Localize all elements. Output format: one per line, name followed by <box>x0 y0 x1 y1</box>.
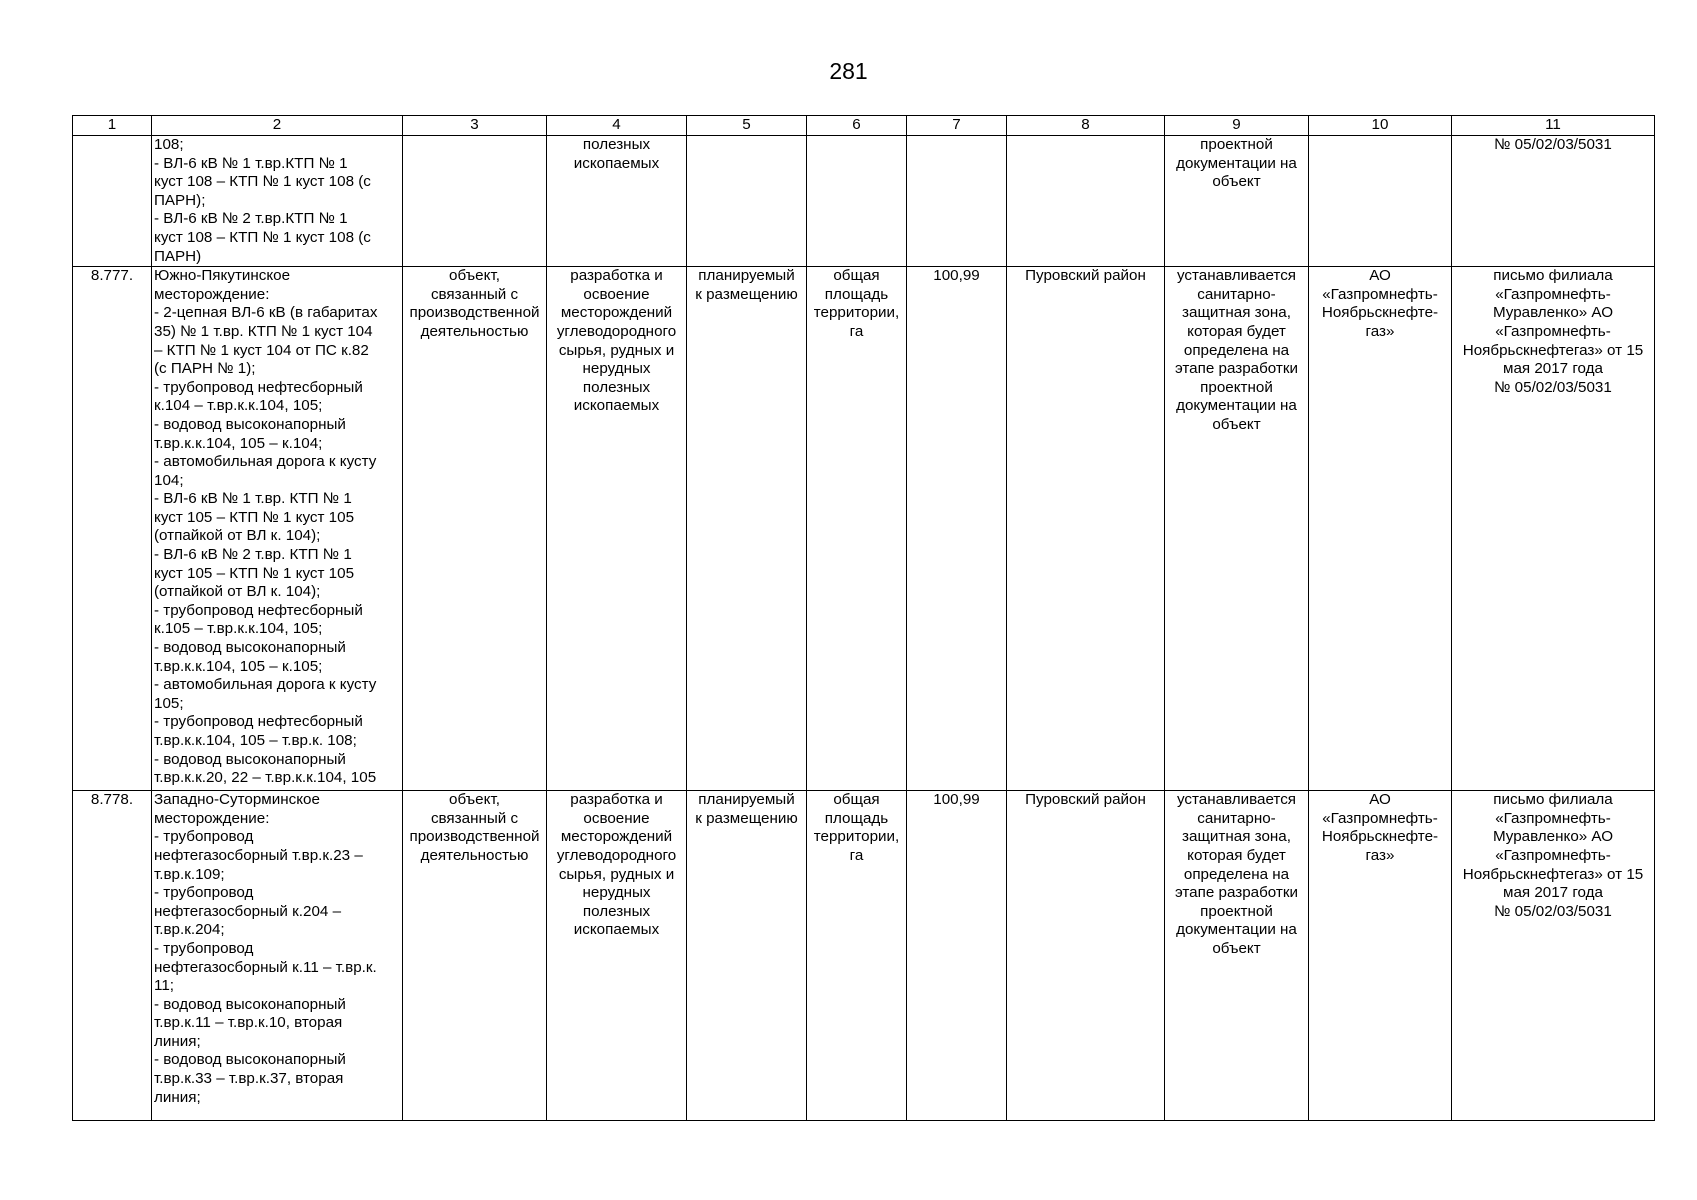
header-row <box>73 116 1655 136</box>
cell-line: к.105 – т.вр.к.к.104, 105; <box>154 620 323 638</box>
cell-zone <box>1165 136 1309 267</box>
cell-line: нерудных <box>582 884 651 902</box>
column-header: 11 <box>1452 116 1655 136</box>
cell-basis <box>1452 267 1655 791</box>
cell-line: - трубопровод нефтесборный <box>154 713 363 731</box>
cell-line: полезных <box>582 378 651 396</box>
cell-line: - водовод высоконапорный <box>154 995 346 1013</box>
cell-line: объект, <box>449 267 500 285</box>
cell-line: (отпайкой от ВЛ к. 104); <box>154 527 321 545</box>
cell-line: определена на <box>1183 865 1290 883</box>
cell-line: куст 108 – КТП № 1 куст 108 (с <box>154 173 371 191</box>
cell-line: защитная зона, <box>1182 828 1291 846</box>
cell-purpose <box>547 791 687 1121</box>
cell-line: т.вр.к.к.104, 105 – т.вр.к. 108; <box>154 732 357 749</box>
cell-line: «Газпромнефть- <box>1495 285 1611 303</box>
cell-line: документации на <box>1176 921 1297 939</box>
column-header: 5 <box>687 116 807 136</box>
cell-line: т.вр.к.к.20, 22 – т.вр.к.к.104, 105 <box>154 769 377 787</box>
cell-object <box>152 136 403 267</box>
cell-basis <box>1452 136 1655 267</box>
cell-line: «Газпромнефть- <box>1495 846 1611 864</box>
cell-line: ископаемых <box>573 154 660 172</box>
cell-line: - трубопровод <box>154 828 254 846</box>
cell-line: куст 108 – КТП № 1 куст 108 (с <box>154 228 371 246</box>
cell-line: полезных <box>582 902 651 920</box>
cell-line: месторождений <box>560 828 673 846</box>
cell-line: общая <box>833 791 880 809</box>
cell-zone <box>1165 267 1309 791</box>
cell-status <box>687 791 807 1121</box>
cell-organization <box>1309 136 1452 267</box>
cell-line: «Газпромнефть- <box>1495 809 1611 827</box>
cell-line: - автомобильная дорога к кусту <box>154 453 377 471</box>
cell-district: Пуровский район <box>1007 267 1165 791</box>
document-table <box>72 115 1655 1121</box>
cell-line: объект <box>1212 173 1261 191</box>
cell-line: ПАРН); <box>154 191 206 209</box>
cell-zone <box>1165 791 1309 1121</box>
cell-line: освоение <box>583 809 650 827</box>
cell-line: - трубопровод нефтесборный <box>154 601 363 619</box>
cell-district <box>1007 136 1165 267</box>
cell-line: линия; <box>154 1088 201 1106</box>
table-row <box>73 267 1655 791</box>
cell-line: - трубопровод <box>154 939 254 957</box>
cell-line: ПАРН) <box>154 247 202 265</box>
cell-object-type <box>403 267 547 791</box>
cell-line: т.вр.к.к.104, 105 – к.105; <box>154 657 323 675</box>
cell-district: Пуровский район <box>1007 791 1165 1121</box>
cell-line: месторождений <box>560 304 673 322</box>
cell-number: 8.778. <box>73 791 152 1121</box>
cell-area-type <box>807 791 907 1121</box>
cell-line: этапе разработки <box>1174 884 1298 902</box>
cell-line: «Газпромнефть- <box>1322 809 1438 827</box>
column-header: 2 <box>152 116 403 136</box>
cell-line: проектной <box>1200 902 1273 920</box>
cell-line: углеводородного <box>556 322 677 340</box>
cell-line: полезных <box>582 136 651 153</box>
cell-line: объект <box>1212 939 1261 957</box>
cell-line: «Газпромнефть- <box>1322 285 1438 303</box>
cell-area-value: 100,99 <box>907 791 1007 1121</box>
cell-line: проектной <box>1200 136 1273 153</box>
column-header: 3 <box>403 116 547 136</box>
cell-line: № 05/02/03/5031 <box>1494 902 1612 920</box>
table-row <box>73 136 1655 267</box>
cell-line: освоение <box>583 285 650 303</box>
cell-line: 104; <box>154 471 184 489</box>
cell-object <box>152 267 403 791</box>
cell-line: № 05/02/03/5031 <box>1494 136 1612 153</box>
cell-line: территории, <box>813 304 900 322</box>
cell-line: определена на <box>1183 341 1290 359</box>
cell-line: месторождение: <box>154 809 270 827</box>
column-header: 9 <box>1165 116 1309 136</box>
cell-purpose <box>547 136 687 267</box>
cell-line: т.вр.к.к.104, 105 – к.104; <box>154 434 323 452</box>
cell-line: - ВЛ-6 кВ № 2 т.вр. КТП № 1 <box>154 546 352 564</box>
cell-line: АО <box>1369 267 1391 285</box>
cell-line: проектной <box>1200 378 1273 396</box>
cell-area-value: 100,99 <box>907 267 1007 791</box>
cell-area-value <box>907 136 1007 267</box>
cell-line: Западно-Суторминское <box>154 791 320 809</box>
cell-status <box>687 136 807 267</box>
table-body <box>73 136 1655 1121</box>
cell-line: Муравленко» АО <box>1492 304 1614 322</box>
cell-line: - водовод высоконапорный <box>154 639 346 657</box>
cell-line: - трубопровод <box>154 884 254 902</box>
cell-line: - водовод высоконапорный <box>154 1051 346 1069</box>
cell-line: га <box>849 846 864 864</box>
cell-line: га <box>849 322 864 340</box>
cell-line: связанный с <box>430 809 519 827</box>
column-header: 1 <box>73 116 152 136</box>
cell-organization <box>1309 791 1452 1121</box>
cell-line: которая будет <box>1187 846 1286 864</box>
cell-line: сырья, рудных и <box>558 341 675 359</box>
cell-line: деятельностью <box>420 846 529 864</box>
page-number: 281 <box>829 58 868 84</box>
cell-line: - ВЛ-6 кВ № 1 т.вр. КТП № 1 <box>154 490 352 508</box>
cell-line: ископаемых <box>573 921 660 939</box>
cell-line: - ВЛ-6 кВ № 1 т.вр.КТП № 1 <box>154 154 348 172</box>
cell-line: планируемый <box>698 267 795 285</box>
cell-line: разработка и <box>570 267 663 285</box>
cell-line: нефтегазосборный т.вр.к.23 – <box>154 846 363 864</box>
cell-line: документации на <box>1176 397 1297 415</box>
column-header: 7 <box>907 116 1007 136</box>
cell-line: объект <box>1212 415 1261 433</box>
cell-line: к размещению <box>695 809 798 827</box>
cell-line: куст 105 – КТП № 1 куст 105 <box>154 564 355 582</box>
cell-area-type <box>807 267 907 791</box>
cell-line: - трубопровод нефтесборный <box>154 378 363 396</box>
cell-line: деятельностью <box>420 322 529 340</box>
cell-object-type <box>403 791 547 1121</box>
cell-line: Ноябрьскнефте- <box>1321 304 1439 322</box>
cell-line: территории, <box>813 828 900 846</box>
cell-line: (отпайкой от ВЛ к. 104); <box>154 583 321 601</box>
cell-line: т.вр.к.204; <box>154 921 225 939</box>
cell-line: «Газпромнефть- <box>1495 322 1611 340</box>
cell-line: санитарно- <box>1197 285 1276 303</box>
cell-line: площадь <box>824 285 889 303</box>
cell-line: устанавливается <box>1176 791 1297 809</box>
cell-line: этапе разработки <box>1174 360 1298 378</box>
cell-line: письмо филиала <box>1493 791 1613 809</box>
cell-line: сырья, рудных и <box>558 865 675 883</box>
cell-number <box>73 136 152 267</box>
cell-line: санитарно- <box>1197 809 1276 827</box>
cell-line: общая <box>833 267 880 285</box>
cell-line: газ» <box>1365 846 1395 864</box>
cell-line: т.вр.к.33 – т.вр.к.37, вторая <box>154 1070 344 1088</box>
cell-line: нефтегазосборный к.11 – т.вр.к. <box>154 958 377 976</box>
table-row <box>73 791 1655 1121</box>
cell-basis <box>1452 791 1655 1121</box>
cell-line: – КТП № 1 куст 104 от ПС к.82 <box>154 341 369 359</box>
cell-line: производственной <box>409 304 540 322</box>
cell-line: Южно-Пякутинское <box>154 267 291 285</box>
cell-line: мая 2017 года <box>1503 884 1603 902</box>
cell-object <box>152 791 403 1121</box>
cell-line: к.104 – т.вр.к.к.104, 105; <box>154 397 323 415</box>
cell-line: куст 105 – КТП № 1 куст 105 <box>154 508 355 526</box>
cell-line: нефтегазосборный к.204 – <box>154 902 342 920</box>
cell-line: площадь <box>824 809 889 827</box>
cell-line: - водовод высоконапорный <box>154 750 346 768</box>
cell-line: линия; <box>154 1032 201 1050</box>
cell-line: нерудных <box>582 360 651 378</box>
cell-line: (с ПАРН № 1); <box>154 360 256 378</box>
cell-line: т.вр.к.109; <box>154 865 225 883</box>
cell-line: 35) № 1 т.вр. КТП № 1 куст 104 <box>154 322 373 340</box>
cell-status <box>687 267 807 791</box>
cell-line: защитная зона, <box>1182 304 1291 322</box>
cell-line: разработка и <box>570 791 663 809</box>
cell-line: т.вр.к.11 – т.вр.к.10, вторая <box>154 1014 343 1032</box>
cell-line: углеводородного <box>556 846 677 864</box>
cell-line: которая будет <box>1187 322 1286 340</box>
column-header: 8 <box>1007 116 1165 136</box>
cell-line: объект, <box>449 791 500 809</box>
cell-line: Ноябрьскнефтегаз» от 15 <box>1462 341 1644 359</box>
cell-line: Ноябрьскнефте- <box>1321 828 1439 846</box>
cell-line: Муравленко» АО <box>1492 828 1614 846</box>
cell-line: ископаемых <box>573 397 660 415</box>
column-header: 10 <box>1309 116 1452 136</box>
cell-line: газ» <box>1365 322 1395 340</box>
cell-organization <box>1309 267 1452 791</box>
cell-line: - ВЛ-6 кВ № 2 т.вр.КТП № 1 <box>154 210 348 228</box>
cell-line: - 2-цепная ВЛ-6 кВ (в габаритах <box>154 304 378 322</box>
column-header: 4 <box>547 116 687 136</box>
cell-line: Ноябрьскнефтегаз» от 15 <box>1462 865 1644 883</box>
cell-line: документации на <box>1176 154 1297 172</box>
cell-line: АО <box>1369 791 1391 809</box>
cell-purpose <box>547 267 687 791</box>
cell-line: письмо филиала <box>1493 267 1613 285</box>
column-header: 6 <box>807 116 907 136</box>
cell-line: мая 2017 года <box>1503 360 1603 378</box>
cell-line: месторождение: <box>154 285 270 303</box>
cell-line: 11; <box>154 977 174 995</box>
cell-line: 108; <box>154 136 184 153</box>
cell-area-type <box>807 136 907 267</box>
cell-line: устанавливается <box>1176 267 1297 285</box>
cell-line: - водовод высоконапорный <box>154 415 346 433</box>
cell-object-type <box>403 136 547 267</box>
cell-line: к размещению <box>695 285 798 303</box>
cell-number: 8.777. <box>73 267 152 791</box>
cell-line: связанный с <box>430 285 519 303</box>
cell-line: № 05/02/03/5031 <box>1494 378 1612 396</box>
cell-line: 105; <box>154 694 184 712</box>
cell-line: производственной <box>409 828 540 846</box>
cell-line: планируемый <box>698 791 795 809</box>
cell-line: - автомобильная дорога к кусту <box>154 676 377 694</box>
